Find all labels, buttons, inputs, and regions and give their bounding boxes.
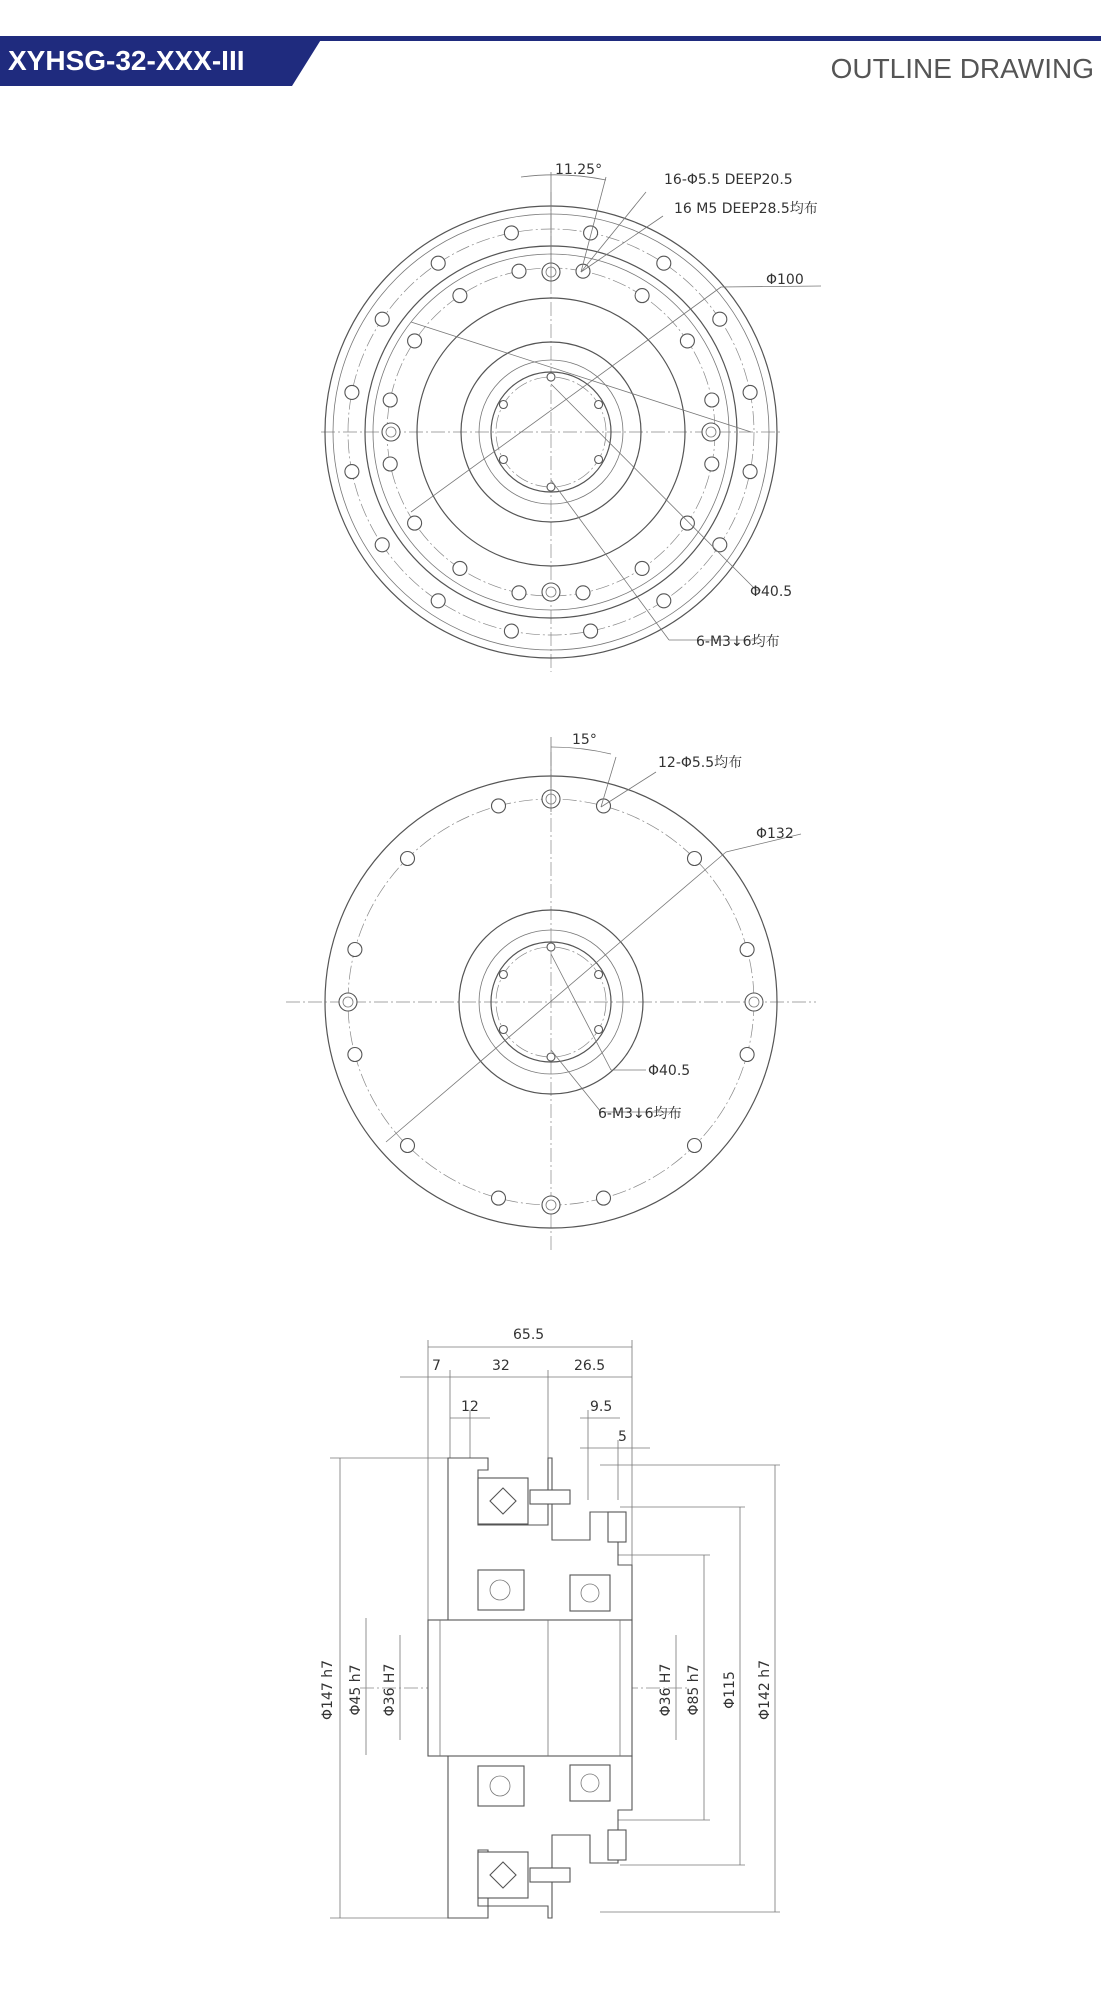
bolt-hole	[635, 561, 649, 575]
v3-dia-36-left-label: Φ36 H7	[382, 1663, 398, 1717]
v3-dia-45-label: Φ45 h7	[348, 1664, 364, 1716]
bolt-hole	[383, 393, 397, 407]
v3-dia-85-label: Φ85 h7	[686, 1664, 702, 1716]
bolt-hole	[680, 516, 694, 530]
v3-len-f-label: 5	[618, 1429, 627, 1445]
bolt-hole	[499, 456, 507, 464]
v2-dia-pcd-label: Φ132	[756, 826, 794, 842]
v3-len-e-label: 9.5	[590, 1399, 613, 1415]
bolt-hole	[499, 401, 507, 409]
bolt-hole	[401, 852, 415, 866]
front-view	[321, 172, 821, 672]
bolt-hole	[383, 457, 397, 471]
bolt-hole	[504, 226, 518, 240]
bolt-hole	[595, 401, 603, 409]
bolt-hole	[348, 1048, 362, 1062]
bolt-hole	[705, 457, 719, 471]
bolt-hole	[492, 1191, 506, 1205]
bolt-hole	[345, 465, 359, 479]
bolt-hole	[375, 312, 389, 326]
bolt-hole	[547, 373, 555, 381]
v3-len-a-label: 7	[432, 1358, 441, 1374]
bolt-hole	[595, 1026, 603, 1034]
bolt-hole	[657, 594, 671, 608]
v3-dia-142-label: Φ142 h7	[757, 1660, 773, 1720]
v2-holes-small-label: 6-M3↓6均布	[598, 1106, 682, 1122]
bolt-hole	[431, 256, 445, 270]
v2-dia-bore-label: Φ40.5	[648, 1063, 691, 1079]
v3-dia-115-label: Φ115	[722, 1671, 738, 1709]
bolt-hole	[375, 538, 389, 552]
v1-dia-pcd-label: Φ100	[766, 272, 804, 288]
rear-view	[286, 737, 816, 1252]
v2-angle-label: 15°	[572, 732, 597, 748]
bolt-hole	[504, 624, 518, 638]
bolt-hole	[688, 852, 702, 866]
bolt-hole	[740, 943, 754, 957]
bolt-hole	[635, 289, 649, 303]
bolt-hole	[595, 456, 603, 464]
bolt-hole	[705, 393, 719, 407]
bolt-hole	[680, 334, 694, 348]
v1-holes-tapped-label: 16 M5 DEEP28.5均布	[674, 201, 818, 217]
bolt-hole	[512, 264, 526, 278]
page-title: OUTLINE DRAWING	[830, 53, 1094, 84]
bolt-hole	[547, 943, 555, 951]
bolt-hole	[576, 264, 590, 278]
v2-holes-through-label: 12-Φ5.5均布	[658, 755, 743, 771]
bolt-hole	[345, 385, 359, 399]
bolt-hole	[499, 1026, 507, 1034]
bolt-hole	[408, 334, 422, 348]
bolt-hole	[431, 594, 445, 608]
bolt-hole	[743, 465, 757, 479]
bolt-hole	[401, 1139, 415, 1153]
v3-len-d-label: 12	[461, 1399, 479, 1415]
bolt-hole	[657, 256, 671, 270]
bolt-hole	[713, 312, 727, 326]
bolt-hole	[740, 1048, 754, 1062]
bolt-hole	[348, 943, 362, 957]
bolt-hole	[713, 538, 727, 552]
bolt-hole	[492, 799, 506, 813]
bolt-hole	[547, 1053, 555, 1061]
bolt-hole	[576, 586, 590, 600]
v1-dia-bore-label: Φ40.5	[750, 584, 793, 600]
section-view	[330, 1340, 780, 1918]
v1-holes-through-label: 16-Φ5.5 DEEP20.5	[664, 172, 793, 188]
v3-len-total-label: 65.5	[513, 1327, 545, 1343]
v1-angle-label: 11.25°	[555, 162, 603, 178]
bolt-hole	[408, 516, 422, 530]
model-number: XYHSG-32-XXX-III	[8, 45, 245, 76]
bolt-hole	[453, 561, 467, 575]
v3-dia-36-right-label: Φ36 H7	[658, 1663, 674, 1717]
bolt-hole	[688, 1139, 702, 1153]
bolt-hole	[595, 971, 603, 979]
bolt-hole	[597, 799, 611, 813]
v3-len-b-label: 32	[492, 1358, 510, 1374]
bolt-hole	[743, 385, 757, 399]
v3-dia-147-label: Φ147 h7	[320, 1660, 336, 1720]
v3-len-c-label: 26.5	[574, 1358, 606, 1374]
bolt-hole	[584, 226, 598, 240]
v1-holes-small-label: 6-M3↓6均布	[696, 634, 780, 650]
bolt-hole	[453, 289, 467, 303]
bolt-hole	[499, 971, 507, 979]
bolt-hole	[597, 1191, 611, 1205]
bolt-hole	[584, 624, 598, 638]
bolt-hole	[512, 586, 526, 600]
